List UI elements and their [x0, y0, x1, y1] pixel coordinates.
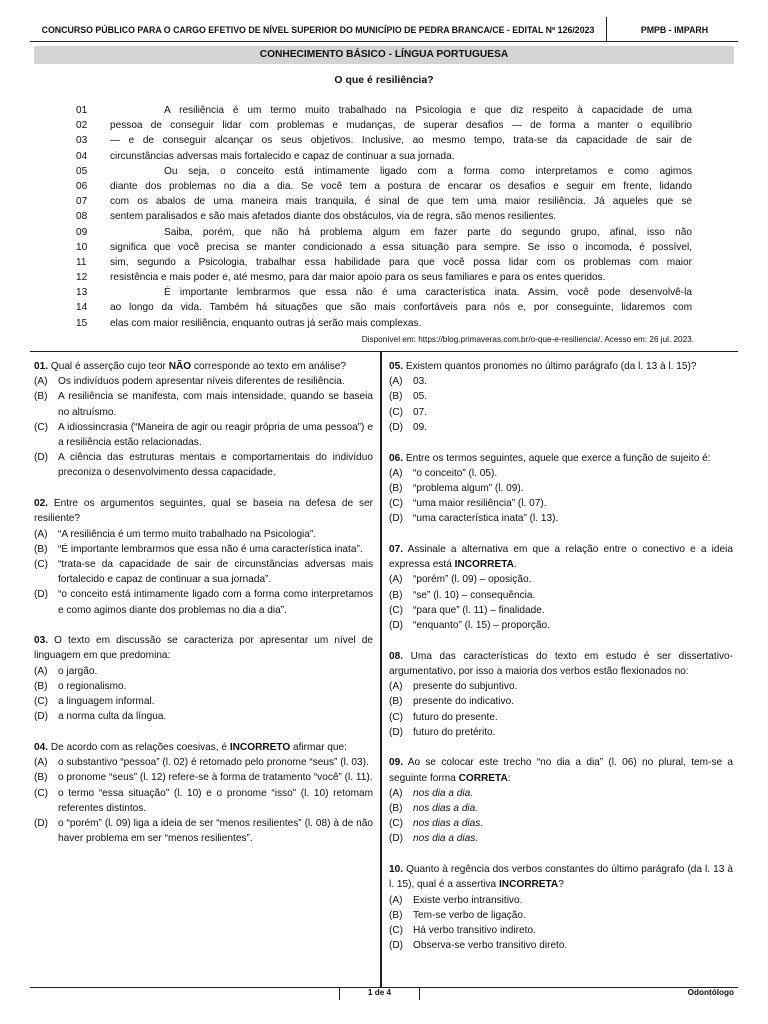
- question-number: 02.: [34, 498, 49, 510]
- passage-line: [76, 179, 692, 194]
- option-key: (B): [389, 589, 403, 601]
- stem-text: :: [507, 772, 511, 784]
- option-text: Tem-se verbo de ligação.: [413, 909, 526, 921]
- option-key: (B): [34, 391, 48, 403]
- option-c[interactable]: [389, 710, 733, 725]
- passage-line: [76, 270, 692, 285]
- option-key: (A): [389, 574, 403, 586]
- line-text: diante dos problemas no dia a dia. Se você tem a postura de encarar os desafios e seguir em frente, lidando: [110, 180, 692, 192]
- option-d[interactable]: [389, 831, 733, 846]
- question-stem: [34, 740, 373, 755]
- option-text: “para que” (l. 11) – finalidade.: [413, 604, 545, 616]
- option-text: “enquanto” (l. 15) – proporção.: [413, 620, 550, 632]
- option-c[interactable]: [389, 496, 733, 511]
- question-gap: [34, 481, 373, 497]
- question-number: 03.: [34, 635, 49, 647]
- questions-right-column: [389, 359, 733, 953]
- question-05: [389, 359, 733, 435]
- option-text: o pronome “seus” (l. 12) refere-se à forma de tratamento “você” (l. 11).: [58, 772, 373, 784]
- header-divider: [606, 17, 607, 41]
- page-number: 1 de 4: [367, 988, 392, 997]
- option-key: (C): [34, 421, 49, 433]
- option-text: A resiliência se manifesta, com mais intensidade, quando se baseia no altruísmo.: [58, 391, 373, 418]
- option-key: (B): [389, 391, 403, 403]
- passage-line: [76, 194, 692, 209]
- passage-source: Disponível em: https://blog.primaveras.com.br/o-que-e-resiliencia/. Acesso em: 26 jul. 2023.: [361, 335, 694, 344]
- stem-emphasis: INCORRETA: [498, 879, 559, 891]
- option-key: (D): [34, 589, 49, 601]
- stem-text: O texto em discussão se caracteriza por apresentar um nível de linguagem em que predomina:: [34, 635, 373, 662]
- stem-text: .: [513, 559, 517, 571]
- passage-line: [76, 316, 692, 331]
- option-a[interactable]: [389, 679, 733, 694]
- question-number: 01.: [34, 361, 49, 372]
- option-d[interactable]: [34, 587, 373, 617]
- option-key: (A): [34, 665, 48, 677]
- option-d[interactable]: [389, 511, 733, 526]
- passage-line: [76, 149, 692, 164]
- option-d[interactable]: [34, 816, 373, 846]
- option-key: (A): [389, 376, 403, 388]
- line-number: 08: [76, 211, 88, 223]
- option-d[interactable]: [389, 938, 733, 953]
- question-08: [389, 649, 733, 740]
- line-text: sentem paralisados e são mais afetados diante dos obstáculos, via de regra, são menos resilientes.: [110, 211, 557, 223]
- option-key: (C): [389, 406, 404, 418]
- option-key: (C): [389, 711, 404, 723]
- option-key: (B): [34, 680, 48, 692]
- option-a[interactable]: [34, 664, 373, 679]
- option-c[interactable]: [34, 786, 373, 816]
- option-key: (C): [389, 498, 404, 510]
- stem-emphasis: INCORRETA: [454, 559, 514, 571]
- option-text: 03.: [413, 376, 428, 388]
- option-a[interactable]: [389, 786, 733, 801]
- option-key: (B): [34, 772, 48, 784]
- option-key: (B): [389, 696, 403, 708]
- option-key: (C): [389, 925, 404, 936]
- option-a[interactable]: [34, 755, 373, 770]
- reading-passage: [76, 103, 692, 331]
- question-gap: [34, 618, 373, 634]
- line-text: resistência e mais poder e, até mesmo, para dar maior apoio para os seus familiares e para os entes queridos.: [110, 272, 606, 284]
- option-text: “o conceito” (l. 05).: [413, 467, 498, 479]
- option-text: o termo “essa situação” (l. 10) e o pronome “isso” (l. 10) retomam referentes distintos.: [58, 787, 373, 814]
- option-text: “o conceito está intimamente ligado com a forma como interpretamos e como agimos diante dos problemas no dia a dia”.: [58, 589, 373, 616]
- option-key: (D): [34, 452, 49, 464]
- option-d[interactable]: [389, 618, 733, 633]
- passage-line: [76, 225, 692, 240]
- line-number: 11: [76, 256, 87, 268]
- passage-line: [76, 118, 692, 133]
- line-number: 09: [76, 226, 88, 238]
- option-b[interactable]: [34, 542, 373, 557]
- option-key: (A): [34, 376, 48, 388]
- line-text: circunstâncias adversas mais fortalecido e capaz de continuar a sua jornada.: [110, 150, 455, 162]
- question-03: [34, 633, 373, 724]
- option-key: (A): [389, 787, 403, 799]
- option-text: a norma culta da língua.: [58, 711, 167, 723]
- line-number: 12: [76, 272, 88, 284]
- option-key: (A): [389, 681, 403, 693]
- passage-line: [76, 285, 692, 300]
- footer-role: Odontólogo: [687, 988, 734, 997]
- option-text: “uma maior resiliência” (l. 07).: [413, 498, 547, 510]
- option-key: (D): [389, 833, 404, 845]
- questions-top-rule: [30, 351, 738, 352]
- option-a[interactable]: [389, 572, 733, 587]
- question-09: [389, 755, 733, 846]
- question-gap: [389, 527, 733, 543]
- passage-line: [76, 133, 692, 148]
- option-key: (C): [34, 558, 49, 570]
- option-b[interactable]: [389, 588, 733, 603]
- stem-text: Entre os argumentos seguintes, qual se baseia na defesa de ser resiliente?: [34, 498, 373, 525]
- question-number: 07.: [389, 544, 404, 556]
- line-text: — e de conseguir alcançar os seus objetivos. Inclusive, ao mesmo tempo, trata-se da capacidade de sair de: [110, 135, 692, 147]
- passage-line: [76, 209, 692, 224]
- question-number: 05.: [389, 361, 404, 372]
- option-text: “porém” (l. 09) – oposição.: [413, 574, 532, 586]
- option-b[interactable]: [34, 389, 373, 419]
- passage-line: [76, 240, 692, 255]
- question-gap: [34, 724, 373, 740]
- question-stem: [389, 649, 733, 679]
- stem-emphasis: NÃO: [168, 361, 192, 372]
- option-key: (B): [389, 909, 403, 921]
- line-text: A resiliência é um termo muito trabalhado na Psicologia e que diz respeito à capacidade de uma: [164, 105, 692, 116]
- exam-header-org: PMPB - IMPARH: [640, 25, 709, 35]
- question-number: 06.: [389, 452, 404, 464]
- option-text: “É importante lembrarmos que essa não é uma característica inata”.: [58, 543, 363, 555]
- option-b[interactable]: [34, 770, 373, 785]
- question-stem: [389, 451, 733, 466]
- stem-text: corresponde ao texto em análise?: [191, 361, 346, 372]
- option-b[interactable]: [389, 801, 733, 816]
- question-07: [389, 542, 733, 633]
- option-text: “se” (l. 10) – consequência.: [413, 589, 536, 601]
- option-c[interactable]: [389, 816, 733, 831]
- line-text: É importante lembrarmos que essa não é uma característica inata. Assim, você pode desenvolvê-la: [164, 287, 692, 299]
- option-c[interactable]: [389, 603, 733, 618]
- line-number: 07: [76, 196, 88, 208]
- option-key: (C): [389, 818, 404, 830]
- option-key: (D): [34, 817, 49, 829]
- passage-line: [76, 103, 692, 118]
- question-stem: [34, 633, 373, 663]
- question-stem: [389, 755, 733, 785]
- question-02: [34, 496, 373, 618]
- option-d[interactable]: [389, 420, 733, 435]
- option-key: (B): [389, 803, 403, 815]
- stem-text: Existem quantos pronomes no último parágrafo (da l. 13 à l. 15)?: [403, 361, 697, 372]
- line-text: pessoa de conseguir lidar com problemas e mudanças, de superar desafios — de forma a manter o equilíbrio: [110, 120, 692, 132]
- line-text: elas com maior resiliência, enquanto outras já serão mais complexas.: [110, 317, 422, 329]
- option-c[interactable]: [34, 420, 373, 450]
- stem-text: Ao se colocar este trecho “no dia a dia” (l. 06) no plural, tem-se a seguinte forma: [389, 757, 733, 784]
- line-text: com os abalos de uma maneira mais tranquila, é sinal de que tem uma maior resiliência. Já aqueles que se: [110, 196, 692, 208]
- option-key: (D): [389, 513, 404, 525]
- text-title: O que é resiliência?: [334, 74, 434, 86]
- line-text: sim, segundo a Psicologia, trabalhar essa habilidade para que você possa lidar com os problemas com maior: [110, 256, 692, 268]
- option-key: (D): [34, 711, 49, 723]
- option-b[interactable]: [389, 389, 733, 404]
- option-text: o substantivo “pessoa” (l. 02) é retomado pelo pronome “seus” (l. 03).: [58, 757, 369, 769]
- option-text: nos dias a dias.: [413, 818, 484, 830]
- question-gap: [389, 847, 733, 863]
- option-b[interactable]: [389, 694, 733, 709]
- option-text: nos dia a dias.: [413, 833, 479, 845]
- question-gap: [389, 740, 733, 756]
- option-key: (C): [34, 787, 49, 799]
- line-number: 14: [76, 302, 88, 314]
- section-title: CONHECIMENTO BÁSICO - LÍNGUA PORTUGUESA: [34, 46, 734, 64]
- option-text: futuro do pretérito.: [413, 726, 496, 738]
- stem-text: ?: [558, 879, 564, 891]
- option-b[interactable]: [389, 908, 733, 923]
- question-stem: [34, 496, 373, 526]
- column-divider: [380, 351, 382, 987]
- option-text: presente do subjuntivo.: [413, 681, 518, 693]
- option-text: nos dias a dia.: [413, 803, 479, 815]
- stem-text: Qual é asserção cujo teor: [48, 361, 169, 372]
- option-key: (C): [389, 604, 404, 616]
- question-number: 10.: [389, 864, 404, 876]
- line-number: 04: [76, 150, 88, 162]
- line-text: ao longo da vida. Também há situações que são mais confortáveis para nós e, por conseguinte, lidaremos com: [110, 302, 692, 314]
- passage-line: [76, 255, 692, 270]
- option-a[interactable]: [389, 374, 733, 389]
- option-text: A idiossincrasia (“Maneira de agir ou reagir própria de uma pessoa”) e a resiliência estão relacionadas.: [58, 421, 373, 449]
- option-text: Há verbo transitivo indireto.: [413, 925, 536, 936]
- question-10: [389, 862, 733, 953]
- passage-line: [76, 300, 692, 315]
- option-text: “problema algum” (l. 09).: [413, 482, 524, 494]
- option-c[interactable]: [389, 923, 733, 938]
- option-key: (C): [34, 696, 49, 708]
- question-number: 04.: [34, 741, 49, 753]
- option-text: 09.: [413, 421, 428, 433]
- header-rule: [30, 41, 738, 42]
- option-text: 05.: [413, 391, 428, 403]
- stem-text: Quanto à regência dos verbos constantes do último parágrafo (da l. 13 à l. 15), qual é a assertiva: [389, 864, 733, 891]
- question-gap: [389, 435, 733, 451]
- line-number: 06: [76, 180, 88, 192]
- option-text: o regionalismo.: [58, 680, 127, 692]
- option-text: futuro do presente.: [413, 711, 498, 723]
- option-a[interactable]: [389, 466, 733, 481]
- stem-text: afirmar que:: [290, 741, 347, 753]
- option-text: nos dia a dia.: [413, 787, 474, 799]
- option-d[interactable]: [34, 450, 373, 480]
- question-gap: [389, 633, 733, 649]
- question-number: 09.: [389, 757, 404, 769]
- option-key: (A): [389, 894, 403, 906]
- question-number: 08.: [389, 650, 404, 662]
- line-text: Ou seja, o conceito está intimamente ligado com a forma como interpretamos e como agimos: [164, 165, 692, 177]
- stem-text: Uma das características do texto em estudo é ser dissertativo-argumentativo, por isso a maioria dos verbos estão flexionados no:: [389, 650, 733, 677]
- option-c[interactable]: [389, 405, 733, 420]
- stem-text: Assinale a alternativa em que a relação entre o conectivo e a ideia expressa está: [389, 544, 733, 571]
- question-06: [389, 451, 733, 527]
- option-key: (D): [389, 726, 404, 738]
- question-stem: [389, 359, 733, 374]
- stem-emphasis: INCORRETO: [229, 741, 291, 753]
- option-d[interactable]: [389, 725, 733, 740]
- line-number: 02: [76, 120, 88, 132]
- stem-text: De acordo com as relações coesivas, é: [48, 741, 230, 753]
- option-text: “trata-se da capacidade de sair de circunstâncias adversas mais fortalecido e capaz de continuar a sua jornada”.: [58, 558, 373, 586]
- option-text: “A resiliência é um termo muito trabalhado na Psicologia”.: [58, 528, 317, 540]
- line-number: 03: [76, 135, 88, 147]
- stem-text: Entre os termos seguintes, aquele que exerce a função de sujeito é:: [403, 452, 711, 464]
- questions-left-column: [34, 359, 373, 846]
- option-text: A ciência das estruturas mentais e comportamentais do indivíduo preconiza o desenvolvimento dessa capacidade.: [58, 452, 373, 479]
- option-key: (A): [34, 757, 48, 769]
- option-text: “uma característica inata” (l. 13).: [413, 513, 559, 525]
- option-text: Observa-se verbo transitivo direto.: [413, 940, 568, 952]
- exam-header-title: CONCURSO PÚBLICO PARA O CARGO EFETIVO DE NÍVEL SUPERIOR DO MUNICÍPIO DE PEDRA BRANCA/CE - EDITAL Nº 126/2023: [41, 25, 595, 35]
- line-number: 05: [76, 165, 88, 177]
- question-04: [34, 740, 373, 846]
- question-stem: [389, 862, 733, 892]
- question-01: [34, 359, 373, 481]
- option-a[interactable]: [34, 374, 373, 389]
- option-key: (D): [389, 620, 404, 632]
- option-text: Os indivíduos podem apresentar níveis diferentes de resiliência.: [58, 376, 345, 388]
- line-text: Saiba, porém, que não há problema algum em fazer parte do segundo grupo, afinal, isso não: [164, 226, 692, 238]
- option-text: a linguagem informal.: [58, 696, 155, 708]
- option-d[interactable]: [34, 709, 373, 724]
- option-key: (D): [389, 940, 404, 952]
- option-a[interactable]: [389, 893, 733, 908]
- option-b[interactable]: [389, 481, 733, 496]
- passage-line: [76, 164, 692, 179]
- option-c[interactable]: [34, 694, 373, 709]
- option-key: (D): [389, 421, 404, 433]
- option-b[interactable]: [34, 679, 373, 694]
- option-key: (A): [389, 467, 403, 479]
- stem-emphasis: CORRETA: [458, 772, 508, 784]
- option-text: presente do indicativo.: [413, 696, 515, 708]
- option-text: o jargão.: [58, 665, 98, 677]
- option-text: Existe verbo intransitivo.: [413, 894, 523, 906]
- line-number: 10: [76, 241, 88, 253]
- line-number: 13: [76, 287, 88, 299]
- line-number: 15: [76, 317, 88, 329]
- line-text: significa que você precisa se manter condicionado a essa situação para sempre. Se isso o incomoda, é possível,: [110, 241, 692, 253]
- option-key: (B): [389, 482, 403, 494]
- option-text: o “porém” (l. 09) liga a ideia de ser “menos resilientes” (l. 08) à de não haver problema em ser “menos resilientes”.: [58, 817, 373, 845]
- option-key: (A): [34, 528, 48, 540]
- question-stem: [34, 359, 373, 374]
- option-c[interactable]: [34, 557, 373, 587]
- option-key: (B): [34, 543, 48, 555]
- line-number: 01: [76, 105, 88, 116]
- question-stem: [389, 542, 733, 572]
- option-a[interactable]: [34, 527, 373, 542]
- option-text: 07.: [413, 406, 428, 418]
